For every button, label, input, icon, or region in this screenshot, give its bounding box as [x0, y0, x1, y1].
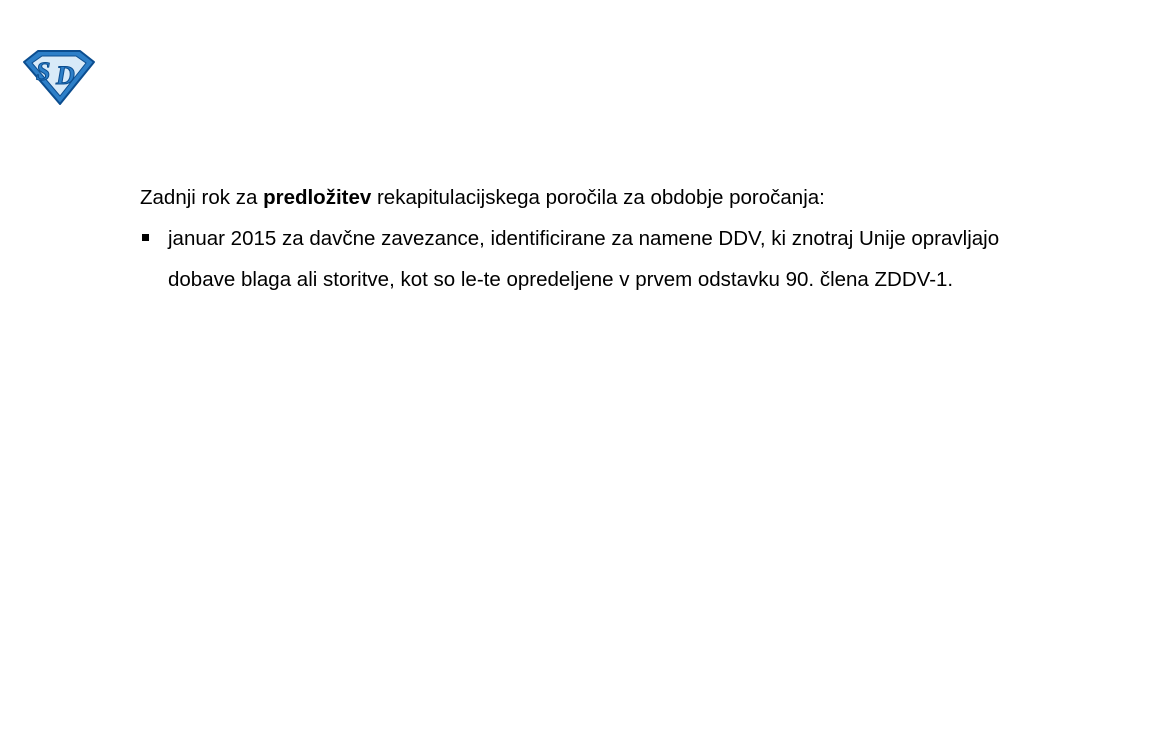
bullet-item	[140, 218, 1048, 300]
company-logo	[22, 48, 96, 106]
svg-text:S: S	[36, 57, 51, 86]
intro-bold-text: predložitev	[263, 186, 372, 209]
main-content	[140, 177, 1080, 300]
bullet-list	[140, 218, 1080, 300]
logo-shield-icon	[22, 48, 96, 106]
intro-text-before: Zadnji rok za	[140, 186, 264, 209]
intro-paragraph	[140, 177, 1080, 218]
intro-text-after: rekapitulacijskega poročila za obdobje poročanja:	[371, 186, 825, 209]
svg-text:D: D	[56, 61, 75, 90]
bullet-text: januar 2015 za davčne zavezance, identificirane za namene DDV, ki znotraj Unije opravljajo dobave blaga ali storitve, kot so le-te opredeljene v prvem odstavku 90. člena ZDDV-1.	[168, 227, 1000, 291]
square-bullet-icon	[142, 234, 149, 241]
